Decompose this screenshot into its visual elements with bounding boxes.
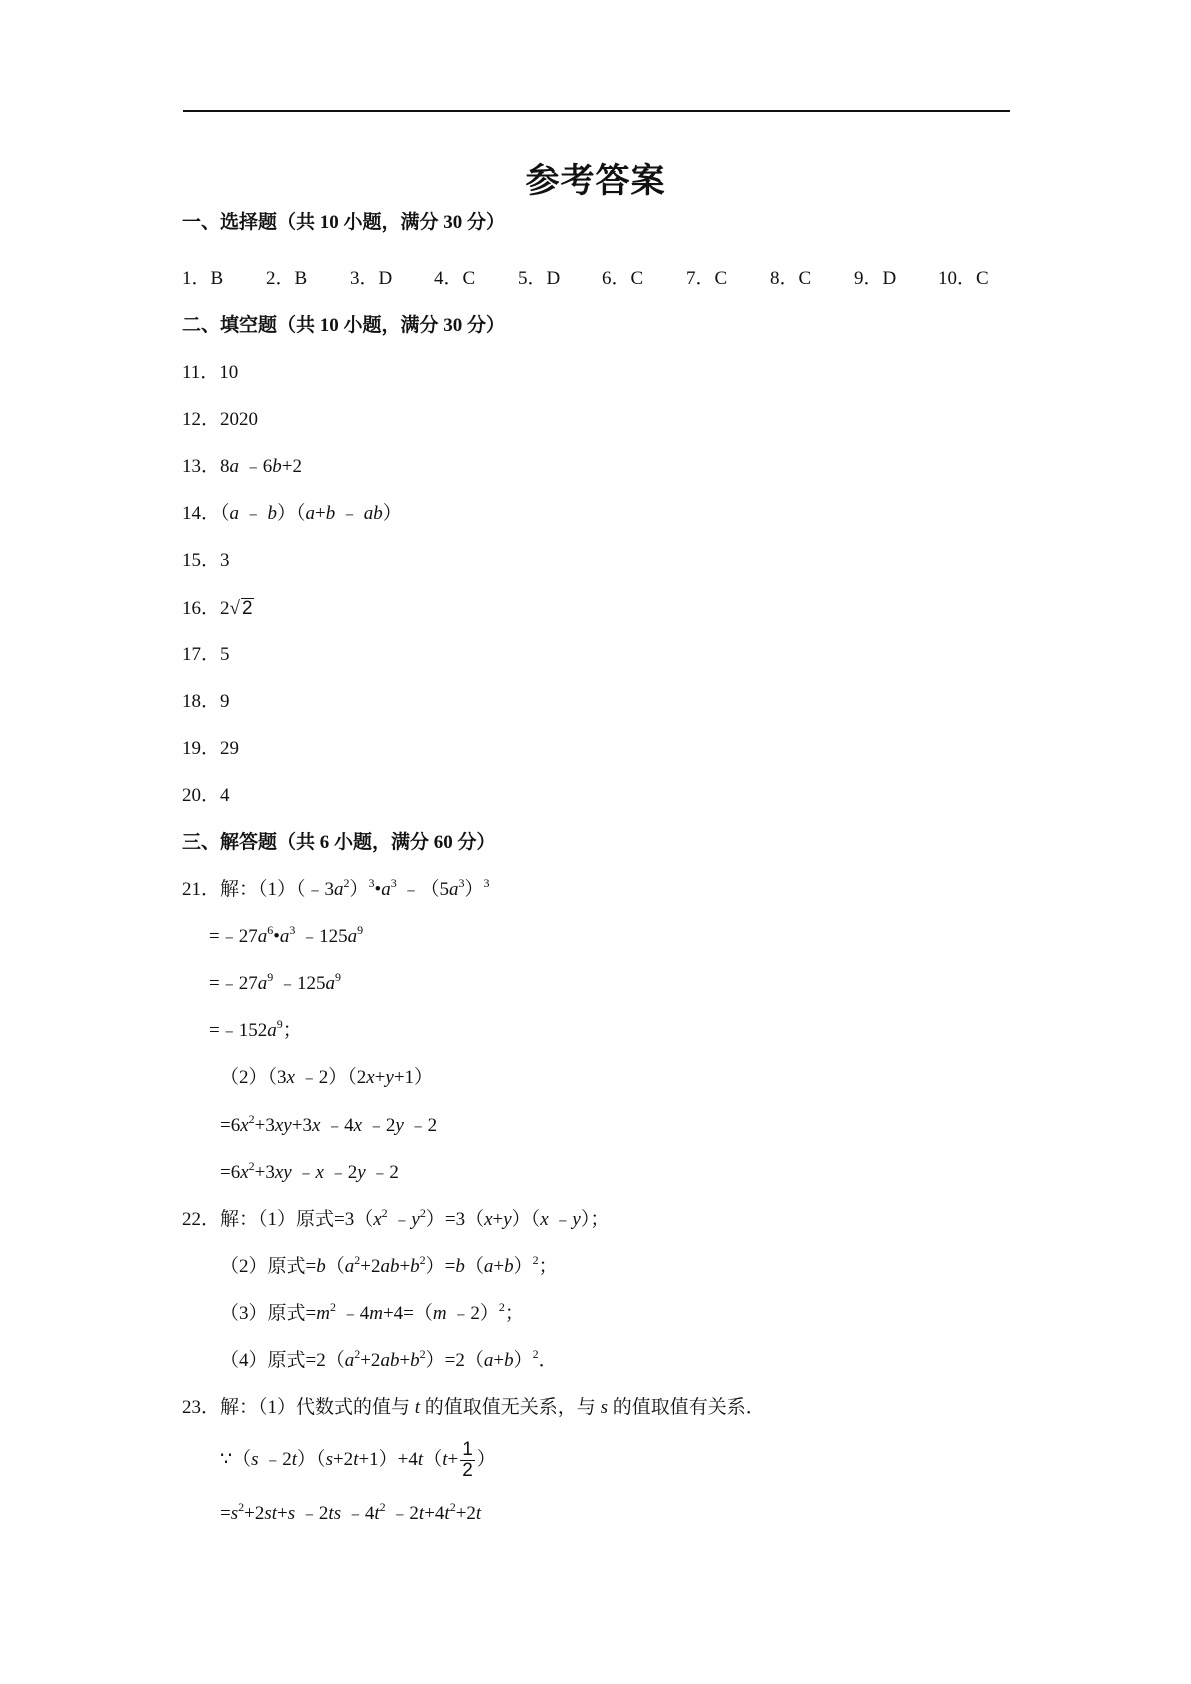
section-heading-fill: 二、填空题（共 10 小题，满分 30 分） (182, 315, 506, 336)
sqrt-symbol: √ 2 (229, 598, 253, 619)
choice-answer: 8．C (770, 268, 812, 289)
q21-line-1: 21．解：$(1)(﹣3a^2)^3•a^3$ $﹣(5a^3)^3$ (182, 876, 490, 900)
q23-line-1: 23．解：（1）代数式的值与 t 的值取值无关系，与 s 的值取值有关系． (182, 1397, 765, 1418)
fill-answer-16: 16．2√ 2 (182, 596, 254, 622)
q22-line-1: 22．解：（1）原式$=3(x^2$ $﹣y^2)=3(x+y)(x$ ﹣y）； (182, 1206, 610, 1230)
choice-answer: 2．B (266, 268, 308, 289)
q21-line-7: $=6x^2+3xy$ ﹣x ﹣2y ﹣2 (220, 1159, 399, 1183)
choice-answer: 3．D (350, 268, 393, 289)
choice-answer: 5．D (518, 268, 561, 289)
section-heading-choice: 一、选择题（共 10 小题，满分 30 分） (182, 212, 506, 233)
fill-answer-13: 13．8a ﹣6b+2 (182, 456, 302, 477)
q21-line-2: $=﹣27a^6•a^3$ $﹣125a^9$ (209, 923, 364, 947)
q22-line-3: （3）原式$=m^2$ ﹣4m+4=（m ﹣2）$^2$； (220, 1300, 524, 1324)
q21-line-6: $=6x^2+3xy+3x$ ﹣4x ﹣2y ﹣2 (220, 1112, 438, 1136)
choice-answer: 6．C (602, 268, 644, 289)
choice-answer: 9．D (854, 268, 897, 289)
fill-answer-11: 11．10 (182, 362, 239, 383)
choice-answer: 10．C (938, 268, 989, 289)
q23-line-2: ∵（s ﹣2t）（s+2t+1）+4t（t+ $\frac{1}{2}$ ） (220, 1439, 496, 1482)
fill-answer-19: 19．29 (182, 738, 240, 759)
q21-line-3: $=﹣27a^9$ $﹣125a^9$ (209, 970, 341, 994)
fill-answer-17: 17．5 (182, 644, 230, 665)
header-rule (183, 110, 1010, 112)
page-title: 参考答案 (525, 163, 666, 200)
q21-line-5: （2）（3x ﹣2）（2x+y+1） (220, 1067, 434, 1088)
choice-answer: 4．C (434, 268, 476, 289)
choice-answer: 1．B (182, 268, 224, 289)
fill-answer-20: 20．4 (182, 785, 230, 806)
q23-line-3: $=s^2+2st+s$ ﹣2ts $﹣4t^2$ $﹣2t+4t^2+2t$ (220, 1500, 482, 1524)
section-heading-solve: 三、解答题（共 6 小题，满分 60 分） (182, 832, 496, 853)
q21-line-4: $=﹣152a^9$； (209, 1017, 302, 1041)
fill-answer-14: 14．（a ﹣ b）（a+b ﹣ ab） (182, 503, 402, 524)
choice-answers (182, 266, 1022, 292)
fraction-one-half: $\frac{1}{2}$ (462, 1439, 473, 1482)
q22-line-2: （2）原式$=b(a^2+2ab+b^2)=b(a+b)^2$； (220, 1253, 558, 1277)
fill-answer-15: 15．3 (182, 550, 230, 571)
q22-line-4: （4）原式$=2(a^2+2ab+b^2)=2(a+b)^2$． (220, 1347, 558, 1371)
fill-answer-18: 18．9 (182, 691, 230, 712)
choice-answer: 7．C (686, 268, 728, 289)
fill-answer-12: 12．2020 (182, 409, 259, 430)
